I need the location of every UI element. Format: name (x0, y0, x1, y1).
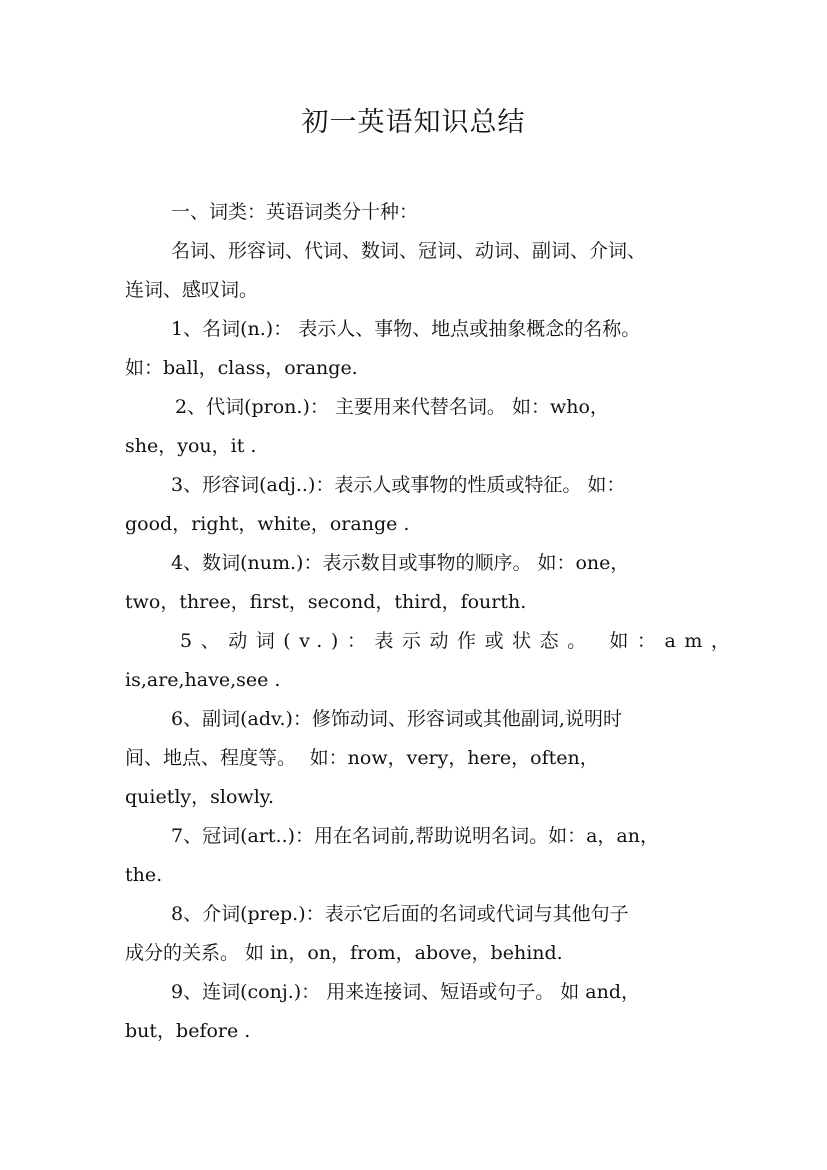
pronoun-examples: she，you，it . (125, 435, 257, 457)
conjunction-examples: but，before . (125, 1020, 251, 1042)
word-class-list-line-1: 名词、形容词、代词、数词、冠词、动词、副词、介词、 (171, 240, 647, 262)
numeral-examples: two，three，first，second，third，fourth. (125, 591, 527, 613)
document-body (125, 193, 739, 1051)
article-examples: the. (125, 864, 163, 886)
adjective-examples: good，right，white，orange . (125, 513, 410, 535)
conjunction-definition: 9、连词(conj.)： 用来连接词、短语或句子。 如 and， (171, 981, 641, 1003)
noun-examples: 如：ball，class，orange. (125, 357, 358, 379)
numeral-definition: 4、数词(num.)：表示数目或事物的顺序。 如：one， (171, 552, 630, 574)
verb-definition: 5、动词(v.)：表示动作或状态。 如：am， (180, 630, 739, 652)
preposition-definition: 8、介词(prep.)：表示它后面的名词或代词与其他句子 (171, 903, 629, 925)
word-class-list-line-2: 连词、感叹词。 (125, 279, 259, 301)
preposition-examples: 成分的关系。 如 in，on，from，above，behind. (125, 942, 563, 964)
document-title: 初一英语知识总结 (301, 107, 526, 138)
article-definition: 7、冠词(art..)：用在名词前,帮助说明名词。如：a，an， (171, 825, 659, 847)
pronoun-definition: 2、代词(pron.)： 主要用来代替名词。 如：who， (175, 396, 609, 418)
section-heading-word-classes: 一、词类：英语词类分十种： (171, 201, 419, 223)
adverb-examples: quietly，slowly. (125, 786, 275, 808)
verb-examples: is,are,have,see . (125, 669, 281, 691)
adjective-definition: 3、形容词(adj..)：表示人或事物的性质或特征。 如： (171, 474, 626, 496)
noun-definition: 1、名词(n.)： 表示人、事物、地点或抽象概念的名称。 (171, 318, 641, 340)
adverb-definition: 6、副词(adv.)：修饰动词、形容词或其他副词,说明时 (171, 708, 622, 730)
adverb-definition-continued: 间、地点、程度等。 如：now，very，here，often， (125, 747, 599, 769)
